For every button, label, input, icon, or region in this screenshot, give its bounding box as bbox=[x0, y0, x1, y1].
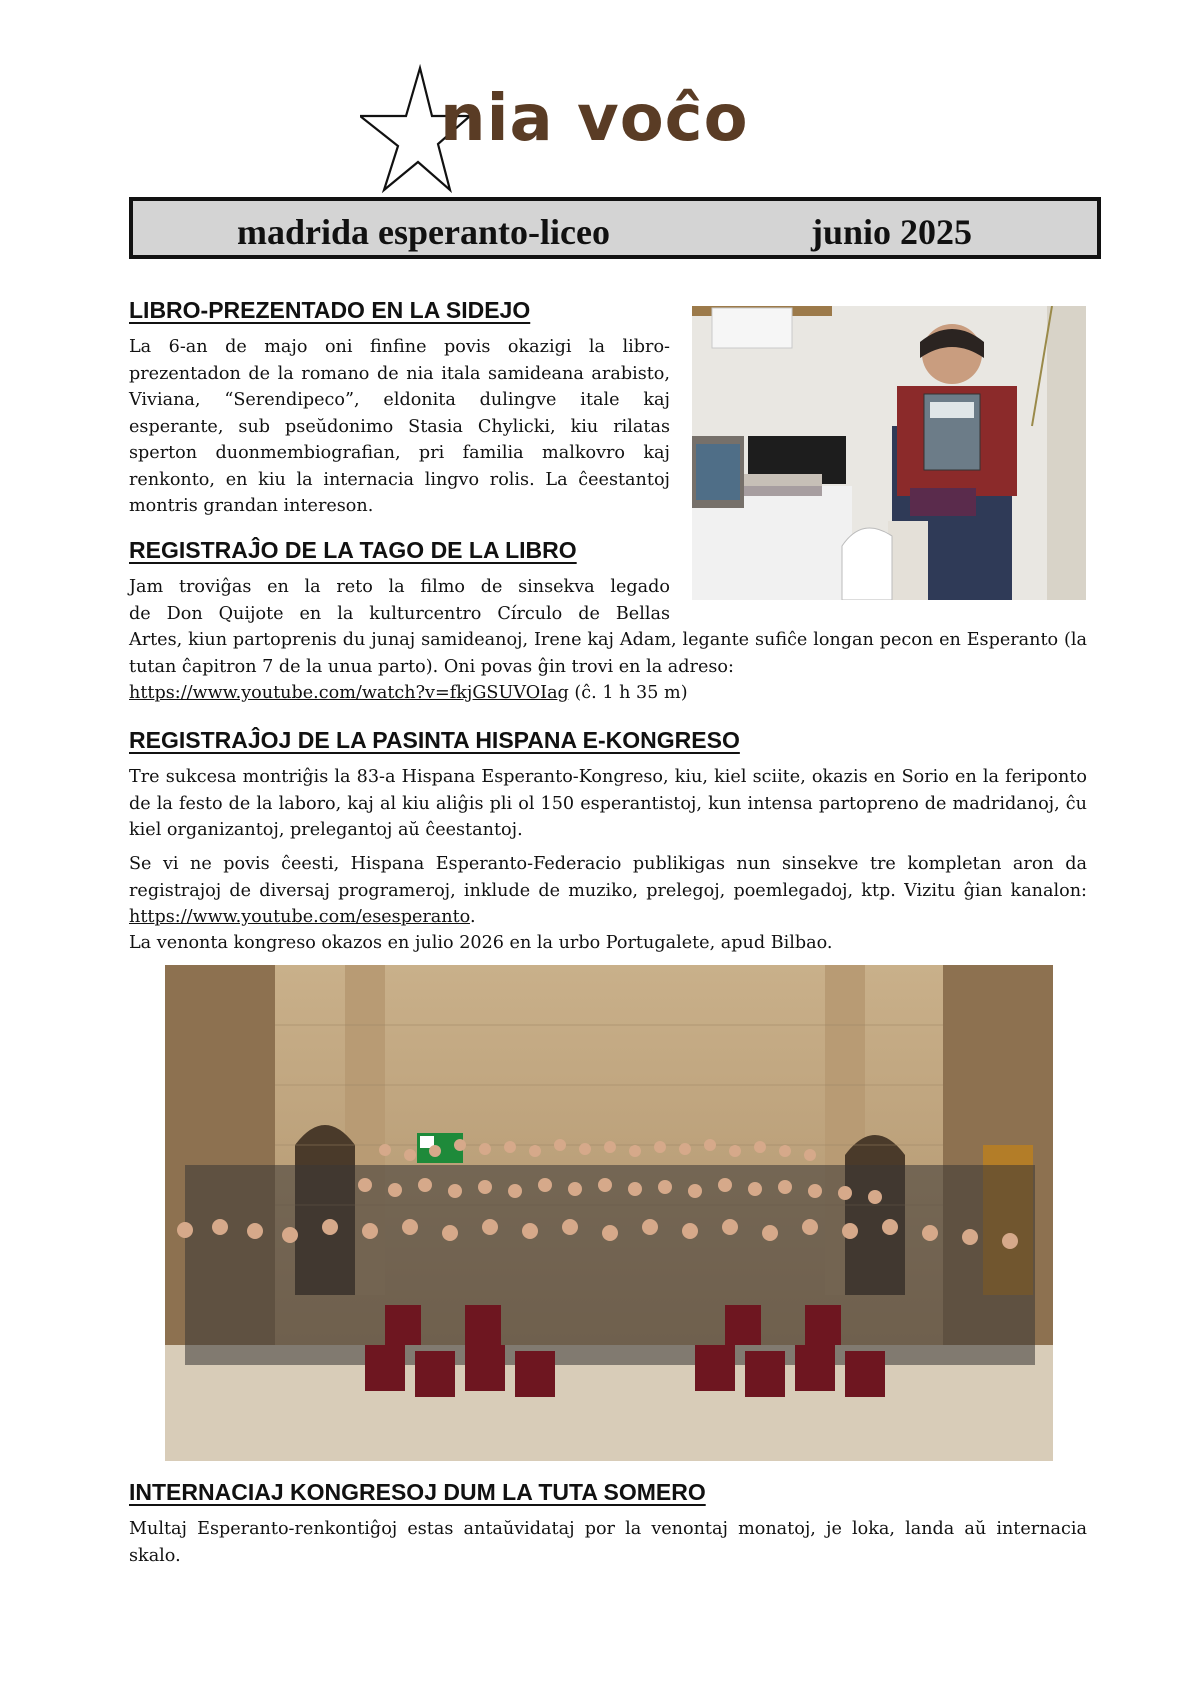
issue-date: junio 2025 bbox=[811, 212, 973, 252]
paragraph-text: Artes, kiun partoprenis du junaj samideanoj, Irene kaj Adam, legante sufiĉe longan pecon en Esperanto (la tutan ĉapitron 7 de la unua parto). Oni povas ĝin trovi en la adreso: bbox=[129, 630, 1087, 677]
masthead-logo bbox=[360, 64, 780, 194]
section-heading-registrajoj-kongreso: REGISTRAĴOJ DE LA PASINTA HISPANA E-KONGRESO bbox=[129, 727, 740, 753]
youtube-video-link[interactable]: https://www.youtube.com/watch?v=fkjGSUVOIag bbox=[129, 683, 569, 703]
section-paragraph-registrajo-tago-continued bbox=[129, 627, 1087, 707]
link-suffix: . bbox=[469, 907, 476, 927]
book-presentation-photo bbox=[692, 306, 1086, 600]
paragraph-text: Se vi ne povis ĉeesti, Hispana Esperanto-Federacio publikigas nun sinsekve tre kompletan aron da registrajoj de diversaj programeroj, inklude de muziko, prelegoj, poemlegadoj, ktp. Vizitu ĝian kanalon: bbox=[129, 854, 1087, 901]
link-suffix: (ĉ. 1 h 35 m) bbox=[568, 683, 688, 703]
section-paragraph-kongreso-3: La venonta kongreso okazos en julio 2026 en la urbo Portugalete, apud Bilbao. bbox=[129, 933, 833, 953]
logo-text: nia voĉo bbox=[440, 82, 749, 156]
section-paragraph-kongreso-2 bbox=[129, 851, 1087, 931]
section-paragraph-libro-prezentado: La 6-an de majo oni finfine povis okazigi la libro-prezentadon de la romano de nia itala samideana arabisto, Viviana, “Serendipeco”, eldonita dulingve itale kaj esperante, sub pseŭdonimo Stasia Chylicki, kiu rilatas sperton duonmembiografian, pri familia malkovro kaj renkonto, en kiu la internacia lingvo rolis. La ĉeestantoj montris grandan intereson. bbox=[129, 337, 670, 516]
youtube-channel-link[interactable]: https://www.youtube.com/esesperanto bbox=[129, 907, 470, 927]
title-banner bbox=[129, 197, 1101, 259]
section-paragraph-registrajo-tago bbox=[129, 574, 670, 627]
publisher-name: madrida esperanto-liceo bbox=[237, 212, 610, 252]
section-heading-libro-prezentado: LIBRO-PREZENTADO EN LA SIDEJO bbox=[129, 297, 531, 323]
section-heading-registrajo-tago: REGISTRAĴO DE LA TAGO DE LA LIBRO bbox=[129, 537, 577, 563]
congress-group-photo bbox=[165, 965, 1053, 1461]
section-paragraph-internaciaj-kongresoj: Multaj Esperanto-renkontiĝoj estas antaŭvidataj por la venontaj monatoj, je loka, landa aŭ internacia skalo. bbox=[129, 1519, 1087, 1566]
paragraph-line: Jam troviĝas en la reto la filmo de sinsekva legado bbox=[129, 577, 670, 597]
section-paragraph-kongreso-1: Tre sukcesa montriĝis la 83-a Hispana Esperanto-Kongreso, kiu, kiel sciite, okazis en Sorio en la feriponto de la festo de la laboro, kaj al kiu aliĝis pli ol 150 esperantistoj, kun intensa partopreno de madridanoj, ĉu kiel organizantoj, prelegantoj aŭ ĉeestantoj. bbox=[129, 767, 1087, 840]
paragraph-line: de Don Quijote en la kulturcentro Círculo de Bellas bbox=[129, 603, 670, 624]
section-heading-internaciaj-kongresoj: INTERNACIAJ KONGRESOJ DUM LA TUTA SOMERO bbox=[129, 1479, 706, 1505]
